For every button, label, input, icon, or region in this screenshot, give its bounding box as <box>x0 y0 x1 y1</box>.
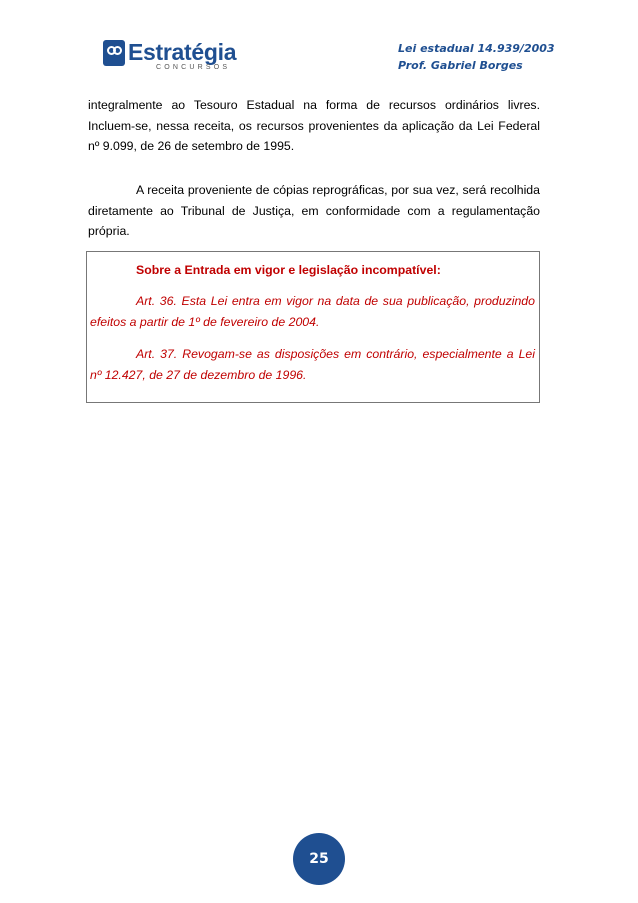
page-number: 25 <box>309 851 329 867</box>
logo-text <box>128 40 236 72</box>
header-law-title: Lei estadual 14.939/2003 <box>398 42 555 55</box>
owl-logo-icon <box>103 40 125 66</box>
highlight-box <box>86 251 540 403</box>
header-info <box>398 40 555 74</box>
logo-subtitle: CONCURSOS <box>156 64 231 71</box>
article-36: Art. 36. Esta Lei entra em vigor na data de sua publicação, produzindo efeitos a partir de 1º de fevereiro de 2004. <box>90 294 535 329</box>
article-37: Art. 37. Revogam-se as disposições em contrário, especialmente a Lei nº 12.427, de 27 de dezembro de 1996. <box>90 347 535 382</box>
body-paragraph-1: integralmente ao Tesouro Estadual na forma de recursos ordinários livres. Incluem-se, nessa receita, os recursos provenientes da aplicação da Lei Federal nº 9.099, de 26 de setembro de 1995. <box>88 98 540 153</box>
page-number-badge <box>293 833 345 885</box>
header-author: Prof. Gabriel Borges <box>398 59 523 72</box>
logo-name: Estratégia <box>128 39 237 65</box>
box-title: Sobre a Entrada em vigor e legislação incompatível: <box>136 263 441 277</box>
estrategia-logo <box>103 40 236 72</box>
body-paragraph-2: A receita proveniente de cópias reprográficas, por sua vez, será recolhida diretamente ao Tribunal de Justiça, em conformidade com a regulamentação própria. <box>88 183 540 238</box>
